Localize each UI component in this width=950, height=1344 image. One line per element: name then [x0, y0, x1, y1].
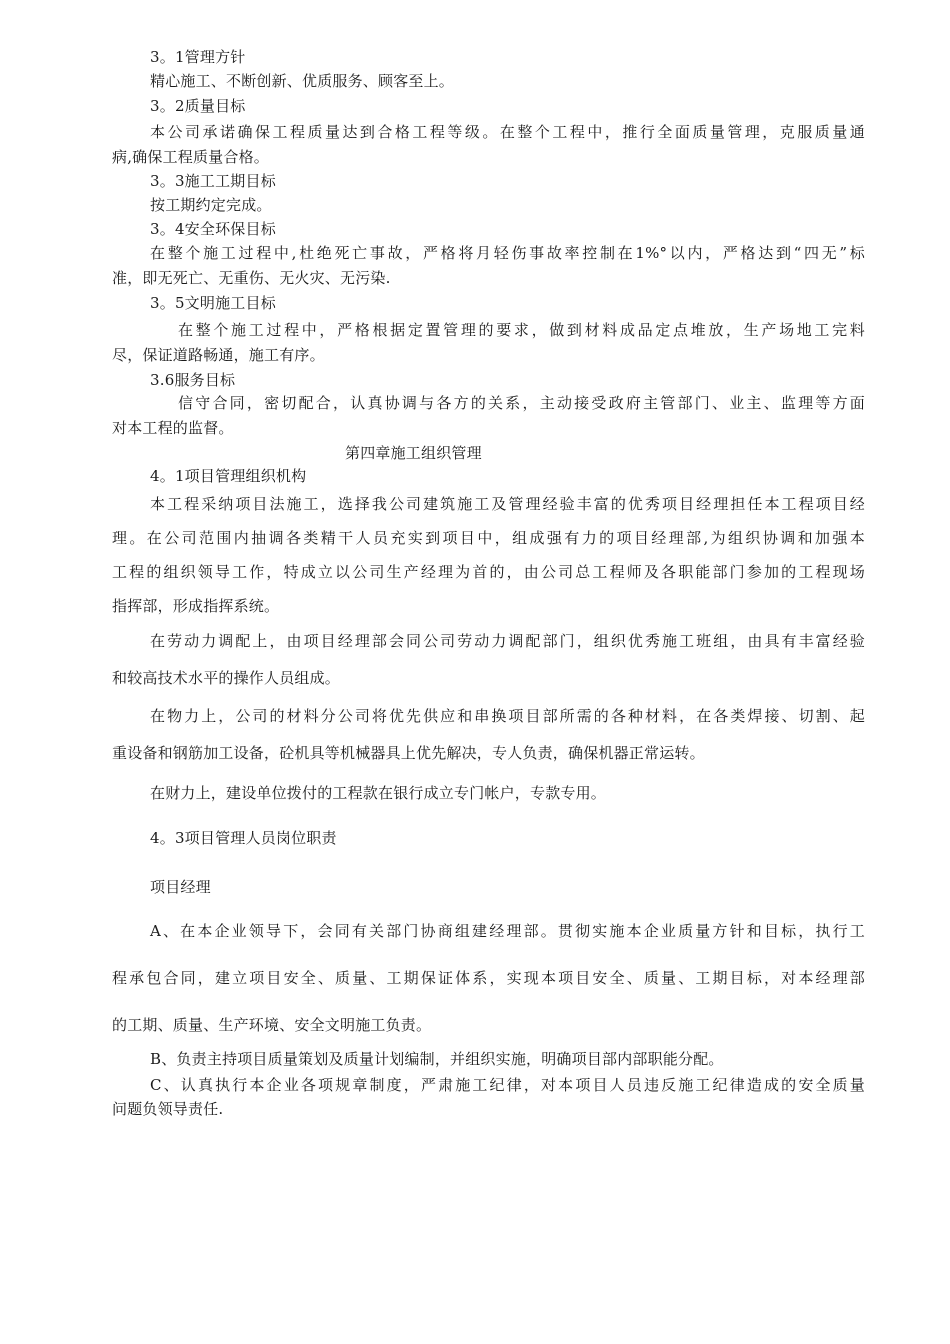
paragraph-3-3: 按工期约定完成。	[150, 196, 272, 214]
chapter-4-title: 第四章施工组织管理	[345, 444, 482, 462]
paragraph-3-5-line1: 在整个施工过程中，严格根据定置管理的要求，做到材料成品定点堆放，生产场地工完料	[178, 321, 865, 339]
heading-3-3: 3。3施工工期目标	[150, 172, 276, 190]
heading-3-4: 3。4安全环保目标	[150, 220, 276, 238]
paragraph-3-2-line1: 本公司承诺确保工程质量达到合格工程等级。在整个工程中，推行全面质量管理，克服质量通	[150, 123, 865, 141]
paragraph-3-6-line2: 对本工程的监督。	[112, 419, 234, 437]
heading-3-5: 3。5文明施工目标	[150, 294, 276, 312]
paragraph-4-1-line1: 本工程采纳项目法施工，选择我公司建筑施工及管理经验丰富的优秀项目经理担任本工程项目经	[150, 495, 865, 513]
heading-4-1: 4。1项目管理组织机构	[150, 467, 307, 485]
paragraph-3-2-line2: 病,确保工程质量合格。	[112, 148, 269, 166]
paragraph-4-1-line3: 工程的组织领导工作，特成立以公司生产经理为首的，由公司总工程师及各职能部门参加的工程现场	[112, 563, 865, 581]
paragraph-materials-line2: 重设备和钢筋加工设备，砼机具等机械器具上优先解决，专人负责，确保机器正常运转。	[112, 744, 705, 762]
paragraph-4-1-line4: 指挥部，形成指挥系统。	[112, 597, 280, 615]
heading-3-6: 3.6服务目标	[150, 371, 236, 389]
heading-4-3: 4。3项目管理人员岗位职责	[150, 829, 337, 847]
heading-3-2: 3。2质量目标	[150, 97, 246, 115]
paragraph-3-4-line2: 准，即无死亡、无重伤、无火灾、无污染.	[112, 269, 391, 287]
paragraph-finance: 在财力上，建设单位拨付的工程款在银行成立专门帐户，专款专用。	[150, 784, 607, 802]
paragraph-3-5-line2: 尽，保证道路畅通，施工有序。	[112, 346, 325, 364]
duty-a-line2: 程承包合同，建立项目安全、质量、工期保证体系，实现本项目安全、质量、工期目标，对本经理部	[112, 969, 865, 987]
paragraph-4-1-line2: 理。在公司范围内抽调各类精干人员充实到项目中，组成强有力的项目经理部,为组织协调和加强本	[112, 529, 865, 547]
duty-c-line2: 问题负领导责任.	[112, 1100, 224, 1118]
paragraph-labor-line1: 在劳动力调配上，由项目经理部会同公司劳动力调配部门，组织优秀施工班组，由具有丰富经验	[150, 632, 865, 650]
paragraph-3-6-line1: 信守合同，密切配合，认真协调与各方的关系，主动接受政府主管部门、业主、监理等方面	[178, 394, 865, 412]
duty-a-line1: A、在本企业领导下，会同有关部门协商组建经理部。贯彻实施本企业质量方针和目标，执行工	[150, 922, 865, 940]
paragraph-labor-line2: 和较高技术水平的操作人员组成。	[112, 669, 341, 687]
heading-3-1: 3。1管理方针	[150, 48, 246, 66]
paragraph-3-1: 精心施工、不断创新、优质服务、顾客至上。	[150, 72, 455, 90]
duty-a-line3: 的工期、质量、生产环境、安全文明施工负责。	[112, 1016, 432, 1034]
duty-b: B、负责主持项目质量策划及质量计划编制，并组织实施，明确项目部内部职能分配。	[150, 1050, 724, 1068]
duty-c-line1: C、认真执行本企业各项规章制度，严肃施工纪律，对本项目人员违反施工纪律造成的安全质量	[150, 1076, 865, 1094]
paragraph-3-4-line1: 在整个施工过程中,杜绝死亡事故，严格将月轻伤事故率控制在1%°以内，严格达到“四无”标	[150, 244, 865, 262]
paragraph-materials-line1: 在物力上，公司的材料分公司将优先供应和串换项目部所需的各种材料，在各类焊接、切割、起	[150, 707, 865, 725]
role-project-manager: 项目经理	[150, 878, 211, 896]
